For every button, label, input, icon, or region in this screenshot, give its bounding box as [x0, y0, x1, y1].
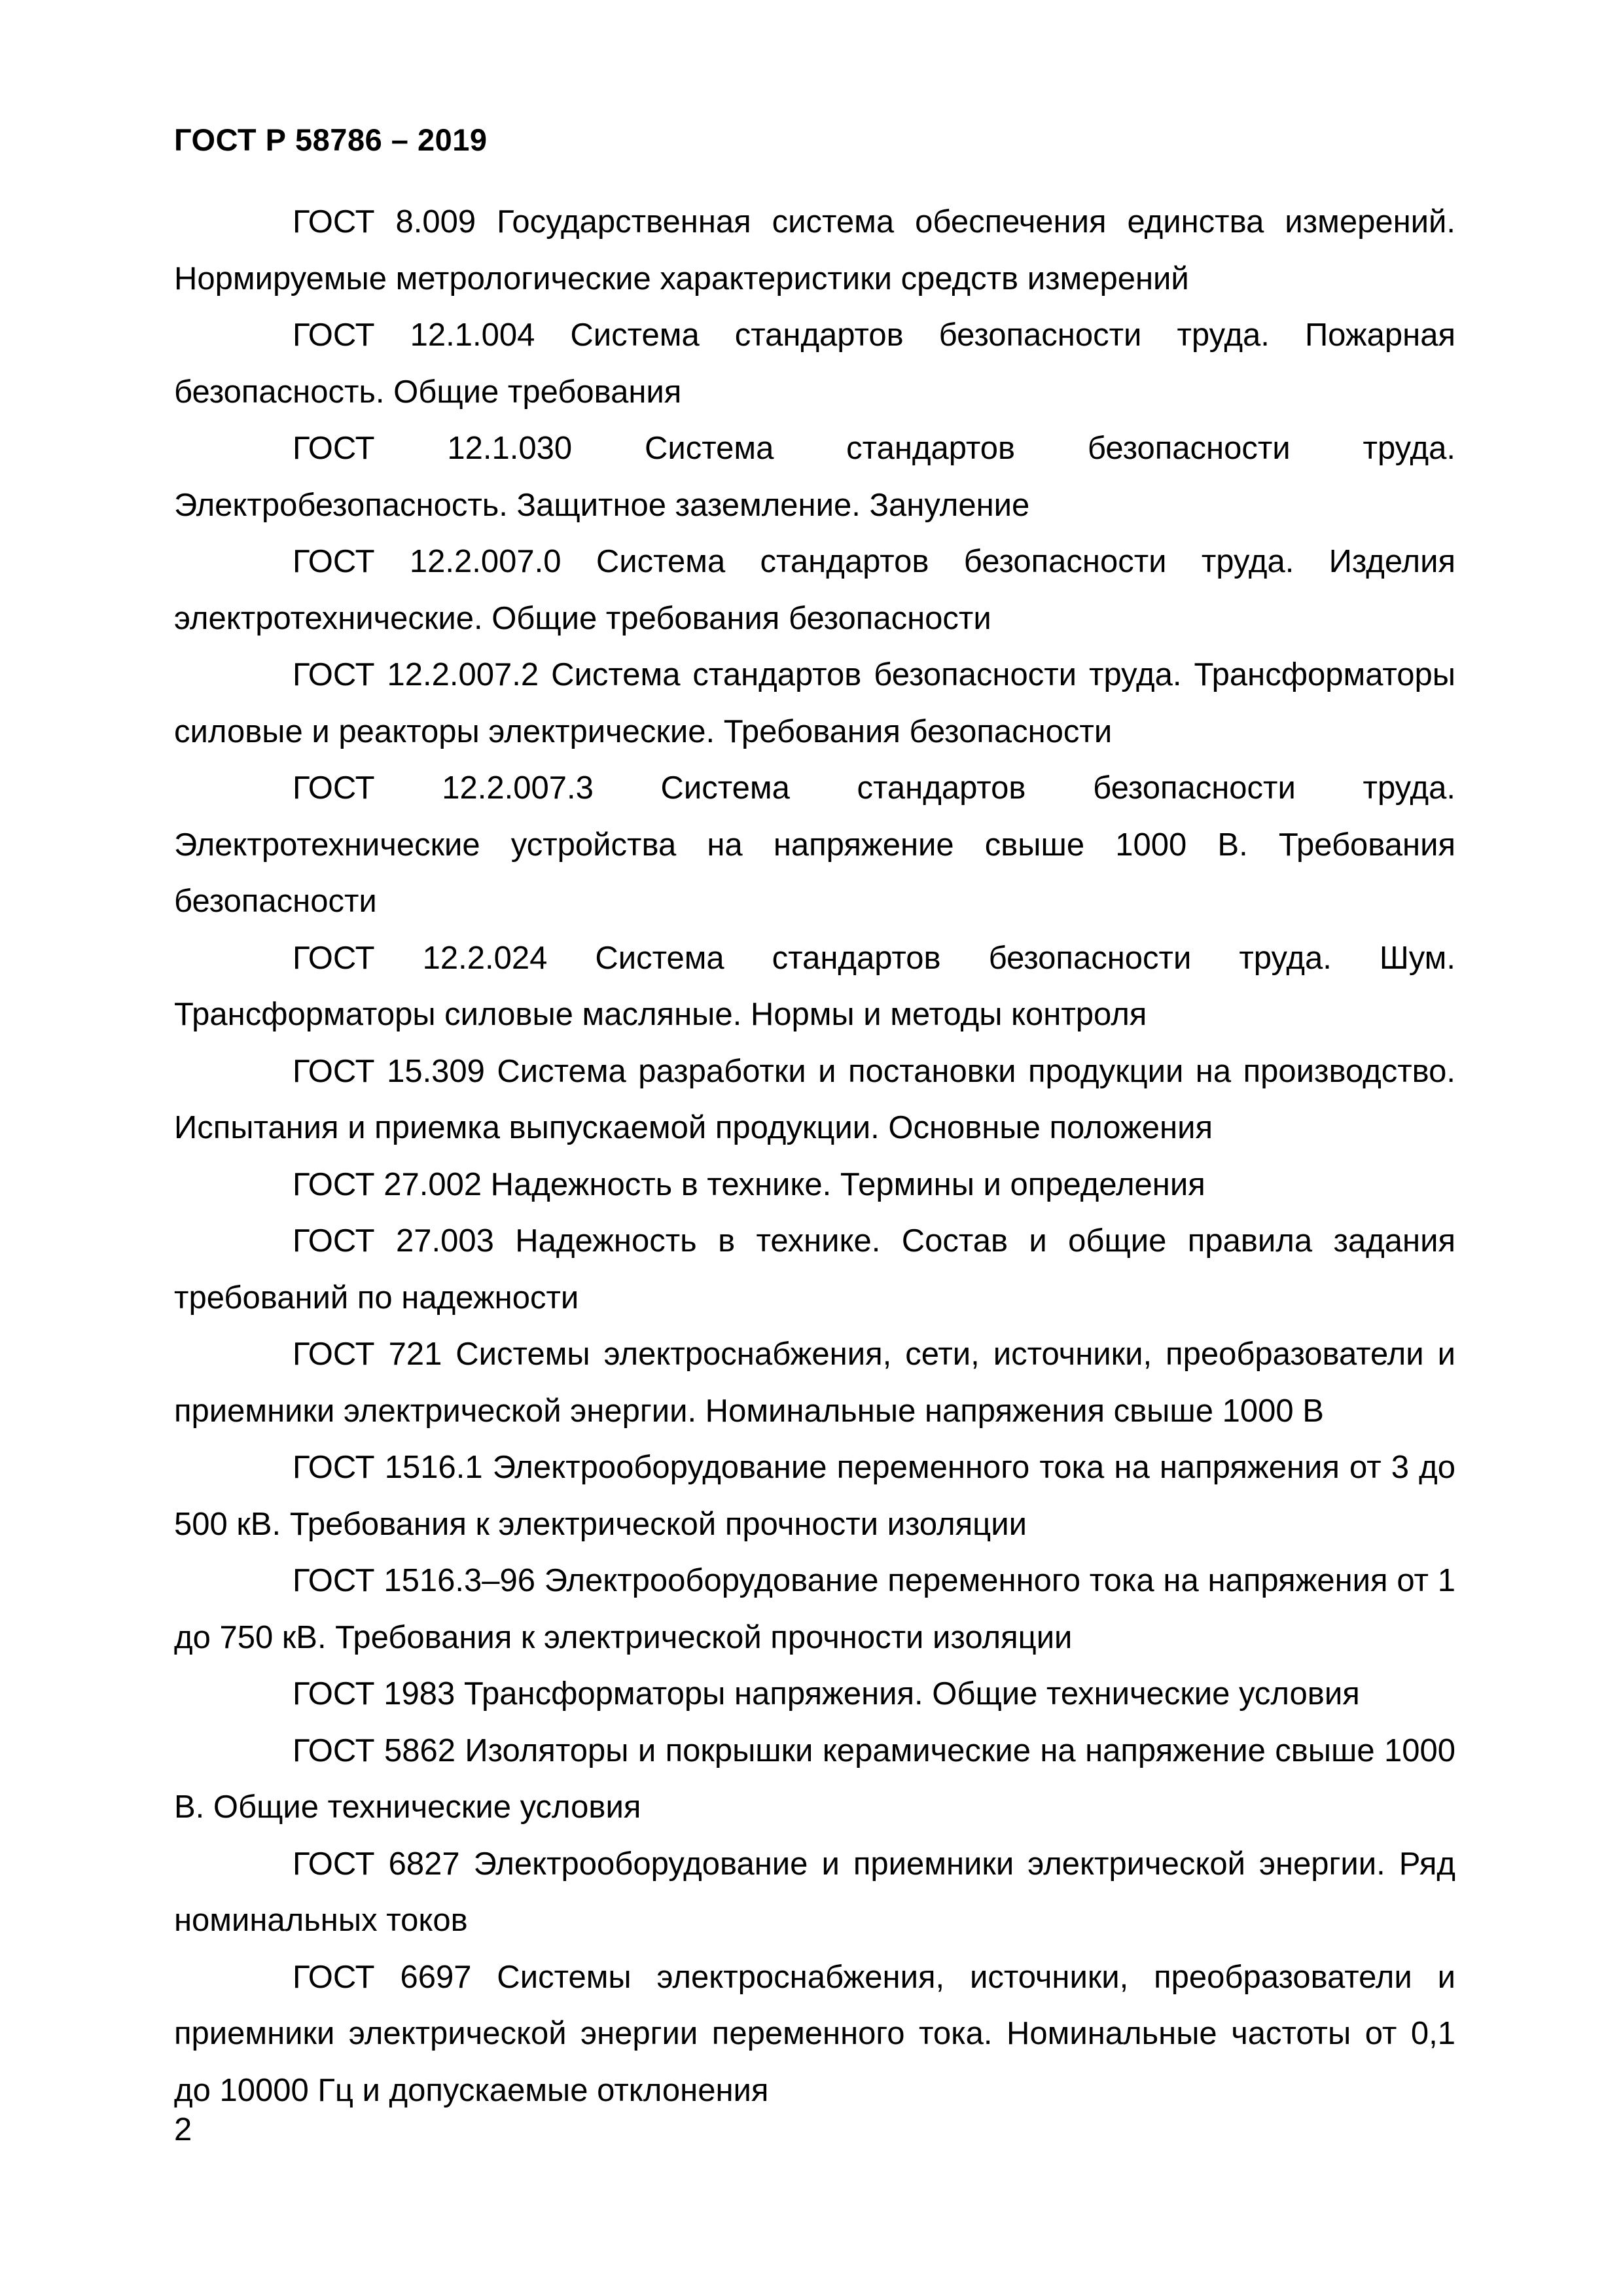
reference-item: ГОСТ 12.2.007.3 Система стандартов безопасности труда. Электротехнические устройства на напряжение свыше 1000 В. Требования безопасности	[174, 770, 1455, 919]
page-number: 2	[174, 2112, 192, 2147]
reference-item: ГОСТ 12.2.007.2 Система стандартов безопасности труда. Трансформаторы силовые и реакторы электрические. Требования безопасности	[174, 657, 1455, 749]
reference-item: ГОСТ 1516.3–96 Электрооборудование переменного тока на напряжения от 1 до 750 кВ. Требования к электрической прочности изоляции	[174, 1563, 1455, 1655]
reference-item: ГОСТ 12.1.004 Система стандартов безопасности труда. Пожарная безопасность. Общие требования	[174, 317, 1455, 410]
reference-item: ГОСТ 6697 Системы электроснабжения, источники, преобразователи и приемники электрической энергии переменного тока. Номинальные частоты от 0,1 до 10000 Гц и допускаемые отклонения	[174, 1959, 1455, 2108]
reference-item: ГОСТ 27.002 Надежность в технике. Термины и определения	[293, 1166, 1205, 1202]
reference-item: ГОСТ 721 Системы электроснабжения, сети, источники, преобразователи и приемники электрической энергии. Номинальные напряжения свыше 1000 В	[174, 1336, 1455, 1429]
reference-item: ГОСТ 12.2.007.0 Система стандартов безопасности труда. Изделия электротехнические. Общие требования безопасности	[174, 544, 1455, 636]
reference-item: ГОСТ 8.009 Государственная система обеспечения единства измерений. Нормируемые метрологические характеристики средств измерений	[174, 204, 1455, 296]
reference-item: ГОСТ 12.2.024 Система стандартов безопасности труда. Шум. Трансформаторы силовые масляные. Нормы и методы контроля	[174, 940, 1455, 1032]
document-header: ГОСТ Р 58786 – 2019	[174, 122, 488, 157]
reference-item: ГОСТ 1516.1 Электрооборудование переменного тока на напряжения от 3 до 500 кВ. Требования к электрической прочности изоляции	[174, 1450, 1455, 1542]
reference-item: ГОСТ 27.003 Надежность в технике. Состав и общие правила задания требований по надежности	[174, 1223, 1455, 1316]
reference-item: ГОСТ 1983 Трансформаторы напряжения. Общие технические условия	[293, 1676, 1360, 1712]
reference-item: ГОСТ 12.1.030 Система стандартов безопасности труда. Электробезопасность. Защитное заземление. Зануление	[174, 431, 1455, 523]
references-list	[174, 194, 1455, 2119]
reference-item: ГОСТ 5862 Изоляторы и покрышки керамические на напряжение свыше 1000 В. Общие технические условия	[174, 1732, 1455, 1825]
reference-item: ГОСТ 15.309 Система разработки и постановки продукции на производство. Испытания и приемка выпускаемой продукции. Основные положения	[174, 1053, 1455, 1145]
reference-item: ГОСТ 6827 Электрооборудование и приемники электрической энергии. Ряд номинальных токов	[174, 1846, 1455, 1938]
